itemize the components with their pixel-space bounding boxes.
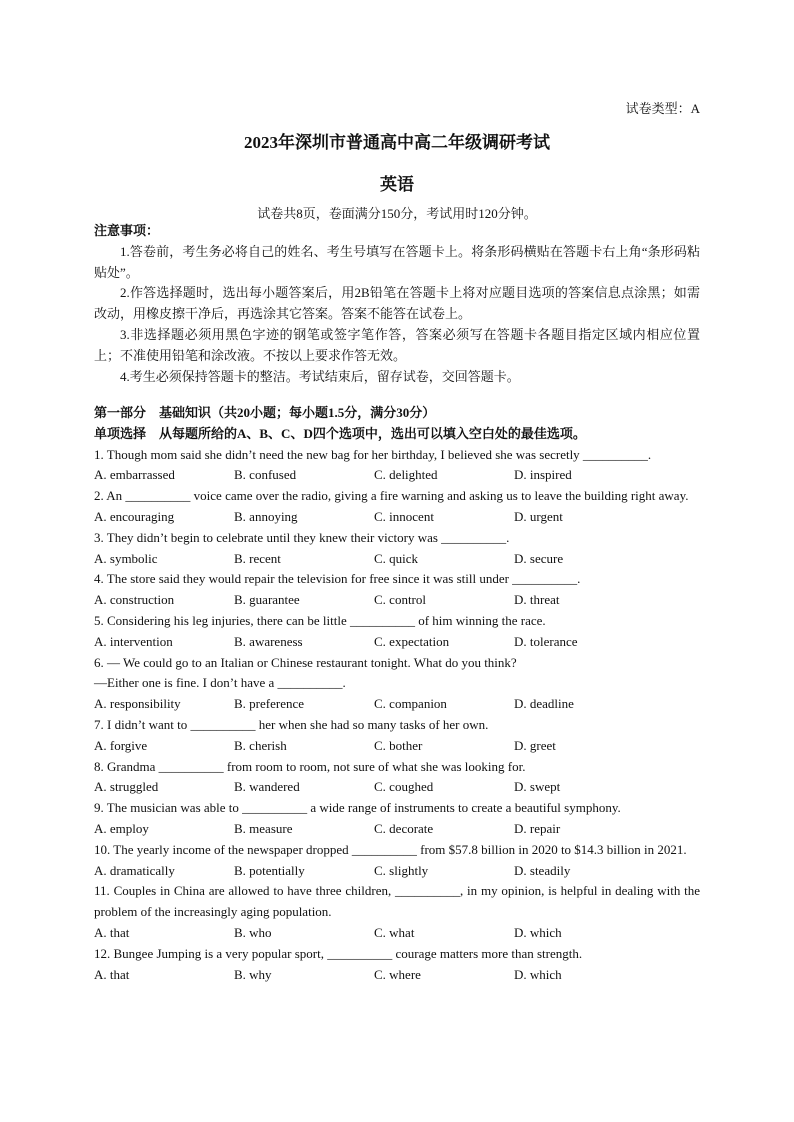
option-a: A. dramatically bbox=[94, 862, 175, 878]
question-options bbox=[94, 965, 700, 986]
question bbox=[94, 569, 700, 611]
question-stem: 9. The musician was able to __________ a wide range of instruments to create a beautiful symphony. bbox=[94, 800, 621, 816]
question-options bbox=[94, 923, 700, 944]
question-stem: 4. The store said they would repair the television for free since it was still under __________. bbox=[94, 571, 581, 587]
notice-heading: 注意事项： bbox=[94, 223, 160, 238]
option-c: C. expectation bbox=[374, 633, 450, 649]
question-options bbox=[94, 590, 700, 611]
question-options bbox=[94, 819, 700, 840]
subject-title: 英语 bbox=[380, 175, 414, 194]
option-d: D. steadily bbox=[514, 862, 571, 878]
option-a: A. encouraging bbox=[94, 508, 175, 524]
option-b: B. annoying bbox=[234, 508, 298, 524]
option-a: A. forgive bbox=[94, 737, 148, 753]
option-d: D. urgent bbox=[514, 508, 563, 524]
option-c: C. control bbox=[374, 592, 426, 608]
question-stem: 6. — We could go to an Italian or Chinese restaurant tonight. What do you think? bbox=[94, 654, 517, 670]
option-c: C. where bbox=[374, 966, 421, 982]
option-c: C. decorate bbox=[374, 820, 434, 836]
question bbox=[94, 653, 700, 715]
option-b: B. who bbox=[234, 924, 272, 940]
option-d: D. deadline bbox=[514, 696, 574, 712]
question-stem: 11. Couples in China are allowed to have three children, __________, in my opinion, is helpful in dealing with the problem of the increasingly aging population. bbox=[94, 883, 700, 920]
question-stem: 12. Bungee Jumping is a very popular sport, __________ courage matters more than strength. bbox=[94, 945, 583, 961]
question-stem: 2. An __________ voice came over the radio, giving a fire warning and asking us to leave the building right away. bbox=[94, 488, 689, 504]
question-stem: 3. They didn’t begin to celebrate until they knew their victory was __________. bbox=[94, 529, 510, 545]
option-d: D. swept bbox=[514, 779, 561, 795]
option-a: A. that bbox=[94, 966, 130, 982]
option-a: A. intervention bbox=[94, 633, 173, 649]
question bbox=[94, 528, 700, 570]
question bbox=[94, 611, 700, 653]
question bbox=[94, 944, 700, 986]
option-d: D. threat bbox=[514, 592, 560, 608]
question-options bbox=[94, 507, 700, 528]
option-a: A. struggled bbox=[94, 779, 159, 795]
question-options bbox=[94, 861, 700, 882]
option-d: D. greet bbox=[514, 737, 556, 753]
section-instruction: 单项选择 从每题所给的A、B、C、D四个选项中，选出可以填入空白处的最佳选项。 bbox=[94, 425, 586, 441]
option-b: B. wandered bbox=[234, 779, 300, 795]
section-one bbox=[94, 403, 700, 985]
question-options bbox=[94, 632, 700, 653]
notice-item: 3.非选择题必须用黑色字迹的钢笔或签字笔作答，答案必须写在答题卡各题目指定区域内相应位置上；不准使用铅笔和涂改液。不按以上要求作答无效。 bbox=[94, 326, 700, 363]
option-c: C. companion bbox=[374, 696, 447, 712]
option-b: B. confused bbox=[234, 467, 297, 483]
option-a: A. embarrassed bbox=[94, 467, 175, 483]
option-c: C. innocent bbox=[374, 508, 434, 524]
notice-item: 1.答卷前，考生务必将自己的姓名、考生号填写在答题卡上。将条形码横贴在答题卡右上角“条形码粘贴处”。 bbox=[94, 243, 700, 280]
option-d: D. which bbox=[514, 966, 562, 982]
question-stem: 8. Grandma __________ from room to room, not sure of what she was looking for. bbox=[94, 758, 526, 774]
question-options bbox=[94, 777, 700, 798]
question-stem: 10. The yearly income of the newspaper dropped __________ from $57.8 billion in 2020 to $14.3 billion in 2021. bbox=[94, 841, 687, 857]
option-c: C. what bbox=[374, 924, 415, 940]
option-a: A. symbolic bbox=[94, 550, 158, 566]
question bbox=[94, 445, 700, 487]
question bbox=[94, 715, 700, 757]
exam-type-label: 试卷类型：A bbox=[625, 101, 700, 116]
option-d: D. tolerance bbox=[514, 633, 578, 649]
option-d: D. repair bbox=[514, 820, 561, 836]
option-d: D. inspired bbox=[514, 467, 572, 483]
question bbox=[94, 486, 700, 528]
option-a: A. employ bbox=[94, 820, 149, 836]
option-b: B. recent bbox=[234, 550, 281, 566]
option-b: B. preference bbox=[234, 696, 305, 712]
option-b: B. cherish bbox=[234, 737, 287, 753]
section-heading: 第一部分 基础知识（共20小题；每小题1.5分，满分30分） bbox=[94, 405, 436, 420]
exam-info: 试卷共8页，卷面满分150分，考试用时120分钟。 bbox=[257, 206, 537, 221]
option-d: D. secure bbox=[514, 550, 564, 566]
question-stem-reply: —Either one is fine. I don’t have a __________. bbox=[94, 675, 346, 691]
option-a: A. that bbox=[94, 924, 130, 940]
question bbox=[94, 757, 700, 799]
notice-item: 4.考生必须保持答题卡的整洁。考试结束后，留存试卷，交回答题卡。 bbox=[120, 368, 520, 384]
option-a: A. construction bbox=[94, 592, 175, 608]
option-c: C. slightly bbox=[374, 862, 429, 878]
notice-block bbox=[94, 221, 700, 387]
question-options bbox=[94, 694, 700, 715]
question-stem: 1. Though mom said she didn’t need the new bag for her birthday, I believed she was secretly __________. bbox=[94, 446, 652, 462]
option-b: B. why bbox=[234, 966, 272, 982]
option-b: B. guarantee bbox=[234, 592, 300, 608]
question bbox=[94, 798, 700, 840]
question bbox=[94, 840, 700, 882]
option-c: C. bother bbox=[374, 737, 423, 753]
option-b: B. awareness bbox=[234, 633, 303, 649]
option-c: C. coughed bbox=[374, 779, 434, 795]
question-options bbox=[94, 465, 700, 486]
question-options bbox=[94, 736, 700, 757]
notice-item: 2.作答选择题时，选出每小题答案后，用2B铅笔在答题卡上将对应题目选项的答案信息点涂黑；如需改动，用橡皮擦干净后，再选涂其它答案。答案不能答在试卷上。 bbox=[94, 285, 700, 322]
option-b: B. measure bbox=[234, 820, 293, 836]
option-b: B. potentially bbox=[234, 862, 305, 878]
question-options bbox=[94, 549, 700, 570]
option-c: C. delighted bbox=[374, 467, 438, 483]
option-a: A. responsibility bbox=[94, 696, 181, 712]
question-stem: 5. Considering his leg injuries, there can be little __________ of him winning the race. bbox=[94, 612, 546, 628]
question bbox=[94, 881, 700, 943]
option-d: D. which bbox=[514, 924, 562, 940]
question-stem: 7. I didn’t want to __________ her when she had so many tasks of her own. bbox=[94, 716, 489, 732]
page-title: 2023年深圳市普通高中高二年级调研考试 bbox=[244, 133, 550, 152]
option-c: C. quick bbox=[374, 550, 419, 566]
